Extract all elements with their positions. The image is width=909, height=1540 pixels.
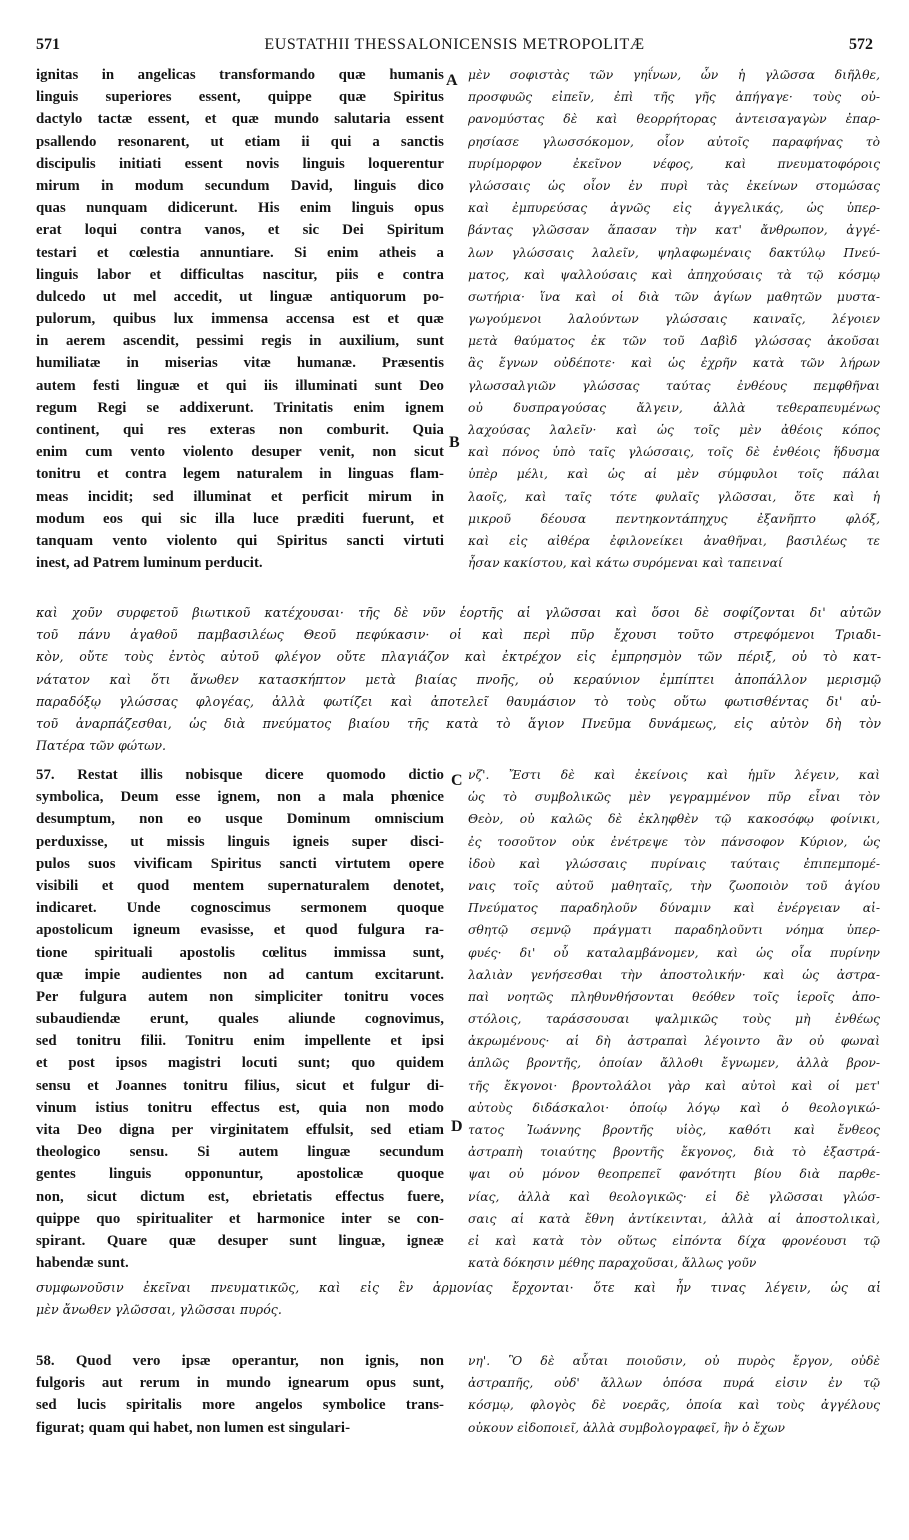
greek-text-line: μετὰ θαύματος ἐκ τῶν τοῦ Δαβὶδ γλώσσας ἀκοῦσαι <box>468 334 880 349</box>
greek-text-line: γωγούμενοι λαλούντων γλώσσαις καιναῖς, λέγοιεν <box>468 312 880 327</box>
latin-text-line: meas incidit; sed illuminat et perficit mirum in <box>36 488 444 505</box>
section2-latin-column <box>36 764 444 1274</box>
latin-text-line: non, sicut dictum est, ebrietatis effectus fuere, <box>36 1188 444 1205</box>
greek-text-line: ματος, καὶ ψαλλούσαις καὶ ἀπηχούσαις τὰ τῷ κόσμῳ <box>468 267 880 282</box>
greek-text-line: τοῦ πάνυ ἀγαθοῦ παμβασιλέως Θεοῦ πεφύκασιν· οἱ καὶ περὶ πῦρ ἔχουσι τοῦτο στρεφόμενοι Τριαδι- <box>36 627 881 643</box>
greek-text-line: νζ'. Ἔστι δὲ καὶ ἐκείνοις καὶ ἡμῖν λέγειν, καὶ <box>468 768 880 782</box>
greek-text-line: κὸν, οὔτε τοὺς ἐντὸς αὐτοῦ φλέγον οὔτε πλαγιάζον καὶ ἐκτρέχον εἰς ἐμπρησμὸν τῶν πέριξ, οὐ τὸ κατ- <box>36 649 881 665</box>
greek-text-line: ἀκρωμένους· αἱ δὴ ἀστραπαὶ λέγοιντο ἂν οὐ φωναὶ <box>468 1034 880 1049</box>
latin-text-line: enim cum vento violento desuper venit, non sicut <box>36 444 444 461</box>
latin-text-line: discipulis initiati essent novis linguis loquerentur <box>36 155 444 172</box>
latin-text-line: 58. Quod vero ipsæ operantur, non ignis, non <box>36 1353 444 1369</box>
latin-text-line: autem festi linguæ et qui iis illuminati sunt Deo <box>36 377 444 394</box>
latin-text-line: dulcedo ut mel accedit, ut linguæ antiquorum po- <box>36 288 444 305</box>
latin-text-line: mirum in modum secundum David, linguis dico <box>36 177 444 194</box>
greek-text-line: Πνεύματος παραδηλοῦν δύναμιν καὶ ἐνέργειαν αἰ- <box>468 901 880 916</box>
greek-text-line: ὡς τὸ συμβολικῶς μὲν γεγραμμένον πῦρ εἶναι τὸν <box>468 790 880 805</box>
greek-text-line: σαις αἱ κατὰ ἔθνη ἀντίκεινται, ἀλλὰ αἱ ἀποστολικαὶ, <box>468 1211 880 1226</box>
greek-text-line: λαλιὰν γενήσεσθαι τὴν ἀποστολικήν· καὶ ὡς ἀστρα- <box>468 967 880 982</box>
latin-text-line: regum Regi se addixerunt. Trinitatis enim ignem <box>36 399 444 416</box>
greek-text-line: προσφυῶς εἰπεῖν, ἐπὶ τῆς γῆς ἀπήγαγε· τοὺς οὐ- <box>468 90 880 105</box>
greek-text-line: γλώσσαις ὡς οἷον ἐν πυρὶ τὰς ἐκείνων στομώσας <box>468 178 880 193</box>
margin-marker-b: B <box>449 434 460 451</box>
greek-text-line: ἀστραπῆς, οὐδ' ἄλλων ὁπόσα πυρά εἰσιν ἐν τῷ <box>468 1376 880 1391</box>
latin-text-line: linguis superiores essent, quippe quæ Spiritus <box>36 89 444 106</box>
latin-text-line: quæ impie audientes non ad cantum excitarunt. <box>36 966 444 983</box>
margin-marker-a: A <box>446 72 458 89</box>
latin-text-line: spirant. Quare quæ desuper sunt linguæ, igneæ <box>36 1232 444 1249</box>
latin-text-line: sensu et Joannes tonitru filius, sicut et fulgur di- <box>36 1077 444 1094</box>
greek-text-line: μικροῦ δέουσα πεντηκοντάπηχυς ἐξανῆπτο φλόξ, <box>468 511 880 526</box>
margin-marker-d: D <box>451 1118 463 1135</box>
greek-text-line: αὐτοὺς διδάσκαλοι· ὁποίῳ λόγῳ καὶ ὁ θεολογικώ- <box>468 1100 880 1115</box>
latin-text-line: dactylo tactæ essent, et quæ mundo salutaria essent <box>36 111 444 128</box>
greek-text-line: ἃς ἔγνων οὐδέποτε· καὶ ὡς ἐχρῆν κατὰ τῶν λήρων <box>468 356 880 371</box>
section2-greek-column <box>468 764 880 1274</box>
latin-text-line: visibili et quod mentem supernaturalem denotet, <box>36 877 444 894</box>
greek-text-line: ἀστραπὴ τοιαύτης βροντῆς ἔκγονος, διὰ τὸ ἐξαστρά- <box>468 1145 880 1160</box>
section3-latin-column <box>36 1350 444 1439</box>
greek-text-line: καὶ ἐμπυρεύσας ἀγνῶς εἰς ἀγγελικάς, ὡς ὑπερ- <box>468 201 880 216</box>
right-page-number: 572 <box>849 36 873 53</box>
greek-text-line: σθητῷ σεμνῷ πράγματι παραδηλοῦντι νόημα ὑπερ- <box>468 923 880 938</box>
latin-text-line: pulos suos vivificam Spiritus sancti virtutem opere <box>36 855 444 872</box>
greek-text-line: γλωσσαλγιῶν γλώσσας ταύτας ἐνθέους πεμφθῆναι <box>468 378 880 393</box>
greek-text-line: πυρίμορφον ἐκεῖνον νέφος, καὶ πνευματοφόροις <box>468 156 880 171</box>
section1-latin-column <box>36 64 444 574</box>
left-page-number: 571 <box>36 36 60 53</box>
latin-text-line: erat loqui contra vanos, et sic Dei Spiritum <box>36 222 444 239</box>
greek-text-line: εἰ καὶ κατὰ τὸν οὕτως εἰπόντα δίχα φρονέουσι τῷ <box>468 1233 880 1248</box>
greek-text-line: μὲν σοφιστὰς τῶν γηΐνων, ὧν ἡ γλῶσσα διῆλθε, <box>468 68 880 82</box>
latin-text-line: theologico sensu. Si autem linguæ secundum <box>36 1144 444 1161</box>
latin-text-line: apostolicum igneum evasisse, et quod fulgura ra- <box>36 922 444 939</box>
latin-text-line: perduxisse, ut missis linguis igneis super disci- <box>36 833 444 850</box>
section2-greek-fullwidth <box>36 1277 881 1321</box>
greek-text-line: φυές· δι' οὗ καταλαμβάνομεν, καὶ ὡς οἷα πυρίνην <box>468 945 880 960</box>
greek-text-line: ἐς τοσοῦτον οὐκ ἐνέτρεψε τὸν πάνσοφον Κύριον, ὡς <box>468 834 880 849</box>
greek-text-line: ψαι οὐ μόνον θεοπρεπεῖ φανότητι βίου διὰ παρθε- <box>468 1167 880 1182</box>
latin-text-line: subaudiendæ erunt, quales aliunde cognovimus, <box>36 1011 444 1028</box>
greek-text-line: νίας, ἀλλὰ καὶ θεολογικῶς· εἰ δὲ γλῶσσαι γλώσ- <box>468 1189 880 1204</box>
latin-text-line: tonitru et contra legem naturalem in linguas flam- <box>36 466 444 483</box>
greek-text-line: ὑπὲρ μέλι, καὶ ὡς αἱ μὲν σύμφυλοι τοῖς πάλαι <box>468 467 880 482</box>
greek-text-line: παραδόξῳ γλώσσας φλογέας, ἀλλὰ φωτίζει καὶ ἀποτελεῖ θαυμάσιον τὸ τοὺς οὕτω φωτισθέντας δι' αὐ- <box>36 693 881 709</box>
latin-text-line: symbolica, Deum esse ignem, non a mala phœnice <box>36 789 444 806</box>
greek-text-line: τοῦ ἀναρπάζεσθαι, ὡς διὰ πνεύματος βιαίου τῆς κατὰ τὸ ἅγιον Πνεῦμα δυνάμεως, εἰς αὐτὸν δὴ τὸν <box>36 715 881 731</box>
latin-text-line: humiliatæ in miserias vitæ humanæ. Præsentis <box>36 355 444 372</box>
latin-text-line: modum eos qui sic illa luce præditi fuerunt, et <box>36 510 444 527</box>
section1-greek-column <box>468 64 880 574</box>
greek-text-line: λων γλώσσαις λαλεῖν, ψηλαφωμέναις δακτύλῳ Πνεύ- <box>468 245 880 260</box>
greek-text-line: σωτήρια· ἵνα καὶ οἱ διὰ τῶν ἁγίων μαθητῶν μυστα- <box>468 289 880 304</box>
latin-text-line: tione spirituali apostolis cœlitus immissa sunt, <box>36 944 444 961</box>
greek-text-line: λαοῖς, καὶ ταῖς τότε φυλαῖς γλῶσσαι, ὅτε καὶ ἡ <box>468 489 880 504</box>
greek-text-line: κατὰ δόκησιν μέθης παραχοῦσαι, ἄλλως γοῦν <box>468 1256 757 1271</box>
greek-text-line: ἰδοὺ καὶ γλώσσαις πυρίναις ταύταις ἐπιπεμπομέ- <box>468 856 880 871</box>
latin-text-line: inest, ad Patrem luminum perducit. <box>36 555 263 572</box>
greek-text-line: τατος Ἰωάννης βροντῆς υἱὸς, καθότι καὶ ἔνθεος <box>468 1123 880 1137</box>
greek-text-line: μὲν ἄνωθεν γλῶσσαι, γλῶσσαι πυρός. <box>36 1302 282 1318</box>
latin-text-line: vita Deo digna per virginitatem effulsit, sed etiam <box>36 1122 444 1138</box>
latin-text-line: quippe quo spiritualiter et harmonice inter se con- <box>36 1210 444 1227</box>
latin-text-line: gentes linguis opponuntur, apostolicæ quoque <box>36 1166 444 1183</box>
latin-text-line: indicaret. Unde cognoscimus sermonem quoque <box>36 900 444 917</box>
margin-marker-c: C <box>451 772 463 789</box>
latin-text-line: testari et cœlestia annuntiare. Si enim atheis a <box>36 244 444 261</box>
latin-text-line: continent, qui res exteras non comburit. Quia <box>36 422 444 438</box>
greek-text-line: καὶ πόνος ὑπὸ ταῖς γλώσσαις, τοῖς δὲ ἐνθέοις ἥδυσμα <box>468 445 880 460</box>
latin-text-line: tanquam vento violento qui Spiritus sancti virtuti <box>36 532 444 549</box>
latin-text-line: et post ipsos magistri locuti sunt; quo quidem <box>36 1055 444 1072</box>
greek-text-line: ἁπλῶς βροντῆς, ὁποίαν ἄλλοθι ἔγνωμεν, ἀλλὰ βρον- <box>468 1056 880 1071</box>
latin-text-line: linguis labor et difficultas nascitur, piis e contra <box>36 266 444 283</box>
greek-text-line: ναις τοῖς αὐτοῦ μαθηταῖς, τὴν ζωοποιὸν τοῦ ἁγίου <box>468 878 880 893</box>
greek-text-line: βάντας γλῶσσαν ἅπασαν τὴν κατ' ἄνθρωπον, ἀγγέ- <box>468 223 880 238</box>
latin-text-line: in aerem ascendit, pessimi regis in auxilium, sunt <box>36 333 444 350</box>
latin-text-line: psallendo resonarent, ut etiam ii qui a sanctis <box>36 133 444 150</box>
greek-text-line: νάτατον καὶ ὅτι ἄνωθεν κατασκήπτον μετὰ βιαίας πνοῆς, οὐ κεραύνιον ἐμπίπτει ἀποπάλλον μερισμῷ <box>36 671 881 687</box>
latin-text-line: habendæ sunt. <box>36 1255 129 1272</box>
latin-text-line: pulorum, quibus lux immensa accensa est et quæ <box>36 311 444 328</box>
latin-text-line: quas nunquam didicerunt. His enim linguis opus <box>36 200 444 217</box>
latin-text-line: fulgoris aut rerum in mundo ignearum opus sunt, <box>36 1375 444 1392</box>
latin-text-line: vinum istius tonitru effectus est, quia non modo <box>36 1099 444 1116</box>
running-title: EUSTATHII THESSALONICENSIS METROPOLITÆ <box>264 36 645 53</box>
greek-text-line: ἦσαν κακίστου, καὶ κάτω συρόμεναι καὶ ταπειναί <box>468 556 783 571</box>
greek-text-line: οὐ δυσπραγούσας ἄλγειν, ἀλλὰ τεθεραπευμένως <box>468 400 880 415</box>
running-header <box>36 36 873 58</box>
greek-text-line: παὶ νοητῶς πληθυνθήσονται θεόθεν τοῖς ἱεροῖς ἀπο- <box>468 989 880 1004</box>
latin-text-line: sed lucis spiritalis more angelos symbolice trans- <box>36 1397 444 1414</box>
greek-text-line: συμφωνοῦσιν ἐκεῖναι πνευματικῶς, καὶ εἰς ἓν ἁρμονίας ἔρχονται· ὅτε καὶ ἦν τινας λέγειν, ὡς αἱ <box>36 1280 881 1295</box>
greek-text-line: οὐκουν εἰδοποιεῖ, ἀλλὰ συμβολογραφεῖ, ἣν ὁ ἔχων <box>468 1420 785 1435</box>
latin-text-line: sed tonitru filii. Tonitru enim impellente et ipsi <box>36 1033 444 1050</box>
latin-text-line: Per fulgura autem non simpliciter tonitru voces <box>36 988 444 1005</box>
latin-text-line: ignitas in angelicas transformando quæ humanis <box>36 67 444 83</box>
greek-text-line: τῆς ἔκγονοι· βροντολάλοι γὰρ καὶ αὐτοὶ καὶ οἱ μετ' <box>468 1078 880 1093</box>
greek-text-line: Θεὸν, οὐ καλῶς δὲ ἐκληφθὲν τῷ κακοσόφῳ φοίνικι, <box>468 812 880 827</box>
latin-text-line: 57. Restat illis nobisque dicere quomodo dictio <box>36 767 444 783</box>
greek-text-line: ρανομύστας δὲ καὶ θεορρήτορας ἀντεισαγαγὼν ἐπαρ- <box>468 112 880 127</box>
greek-text-line: ρησίασε γλωσσόκομον, οἷον αὐτοῖς παραφήνας τὸ <box>468 134 880 149</box>
latin-text-line: desumptum, non eo usque Dominum omniscium <box>36 811 444 828</box>
section3-greek-column <box>468 1350 880 1439</box>
greek-text-line: λαχούσας λαλεῖν· καὶ ὡς τοῖς μὲν ἀθέοις κόπος <box>468 423 880 437</box>
greek-text-line: νη'. Ὃ δὲ αὗται ποιοῦσιν, οὐ πυρὸς ἔργον, οὐδὲ <box>468 1354 880 1368</box>
greek-text-line: Πατέρα τῶν φώτων. <box>36 738 167 754</box>
greek-text-line: καὶ χοῦν συρφετοῦ βιωτικοῦ κατέχουσαι· τῆς δὲ νῦν ἑορτῆς αἱ γλῶσσαι καὶ ὅσοι δὲ σοφίζονται δι' αὐτῶν <box>36 605 881 620</box>
greek-text-line: στόλοις, ταράσσουσαι ψαλμικῶς τοὺς μὴ ἐνθέως <box>468 1012 880 1027</box>
greek-text-line: καὶ εἰς αἰθέρα ἐφιλονείκει ἀναθῆναι, βασιλέως τε <box>468 533 880 548</box>
greek-text-line: κόσμῳ, φλογὸς δὲ νοερᾶς, ὁποία καὶ τοὺς ἀγγέλους <box>468 1398 880 1413</box>
latin-text-line: figurat; quam qui habet, non lumen est singulari- <box>36 1419 351 1436</box>
section1-greek-fullwidth <box>36 602 881 757</box>
